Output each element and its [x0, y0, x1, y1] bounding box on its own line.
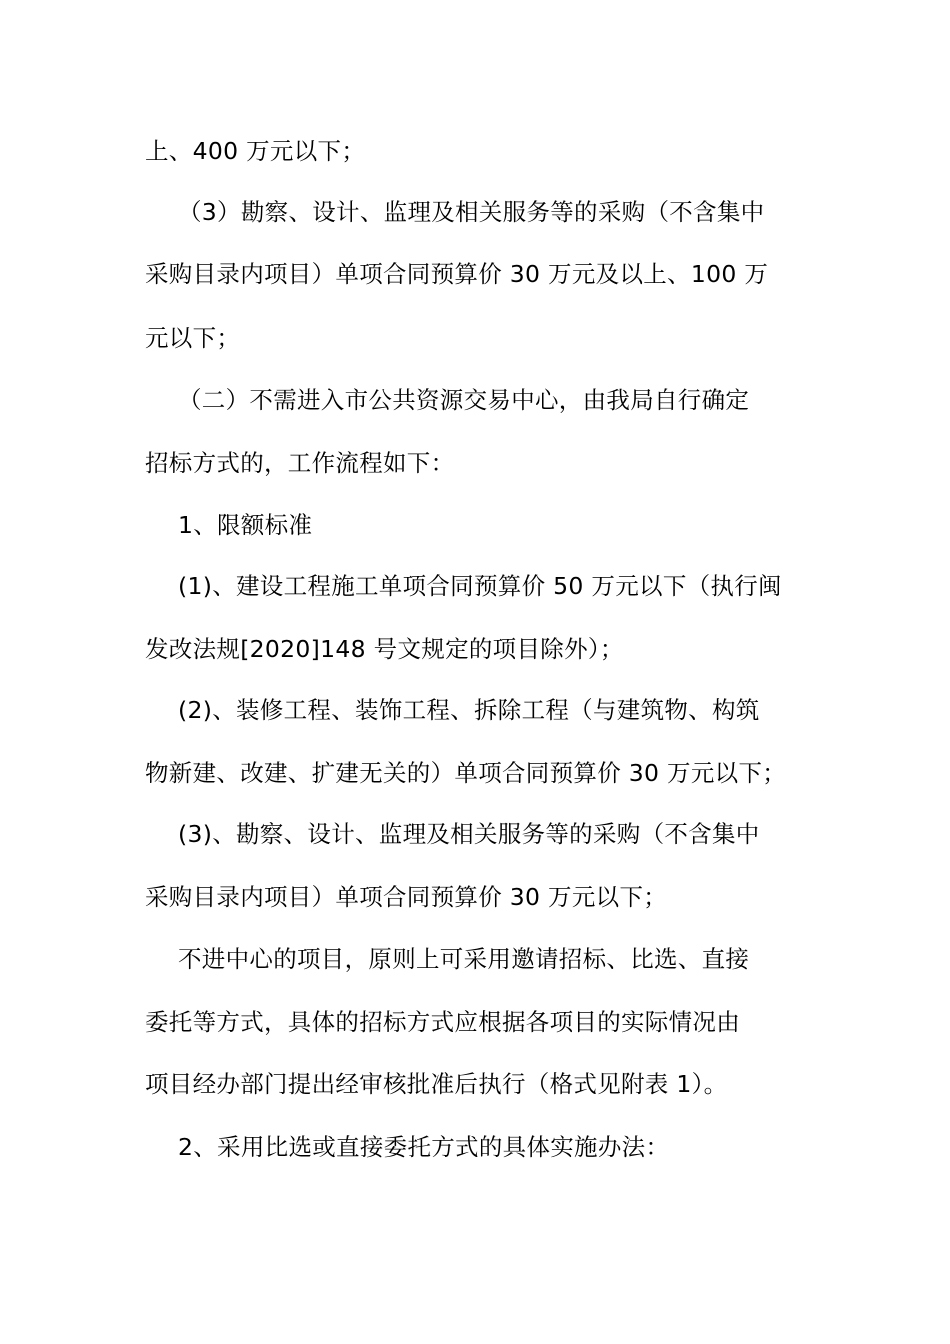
text-line-10: (2)、装修工程、装饰工程、拆除工程（与建筑物、构筑 [178, 696, 760, 724]
text-line-11: 物新建、改建、扩建无关的）单项合同预算价 30 万元以下； [145, 759, 787, 787]
text-line-1: 上、400 万元以下； [145, 137, 366, 165]
text-line-7: 1、限额标准 [178, 511, 313, 539]
text-line-2: （3）勘察、设计、监理及相关服务等的采购（不含集中 [178, 198, 765, 226]
text-line-9: 发改法规[2020]148 号文规定的项目除外）； [145, 635, 624, 663]
text-line-17: 2、采用比选或直接委托方式的具体实施办法： [178, 1133, 670, 1161]
text-line-13: 采购目录内项目）单项合同预算价 30 万元以下； [145, 883, 668, 911]
text-line-14: 不进中心的项目，原则上可采用邀请招标、比选、直接 [178, 945, 750, 973]
text-line-16: 项目经办部门提出经审核批准后执行（格式见附表 1）。 [145, 1070, 728, 1098]
text-line-12: (3)、勘察、设计、监理及相关服务等的采购（不含集中 [178, 820, 760, 848]
text-line-15: 委托等方式，具体的招标方式应根据各项目的实际情况由 [145, 1008, 740, 1036]
text-line-8: (1)、建设工程施工单项合同预算价 50 万元以下（执行闽 [178, 572, 782, 600]
text-line-3: 采购目录内项目）单项合同预算价 30 万元及以上、100 万 [145, 260, 769, 288]
text-line-5: （二）不需进入市公共资源交易中心，由我局自行确定 [178, 386, 750, 414]
text-line-6: 招标方式的，工作流程如下： [145, 449, 455, 477]
text-line-4: 元以下； [145, 324, 241, 352]
